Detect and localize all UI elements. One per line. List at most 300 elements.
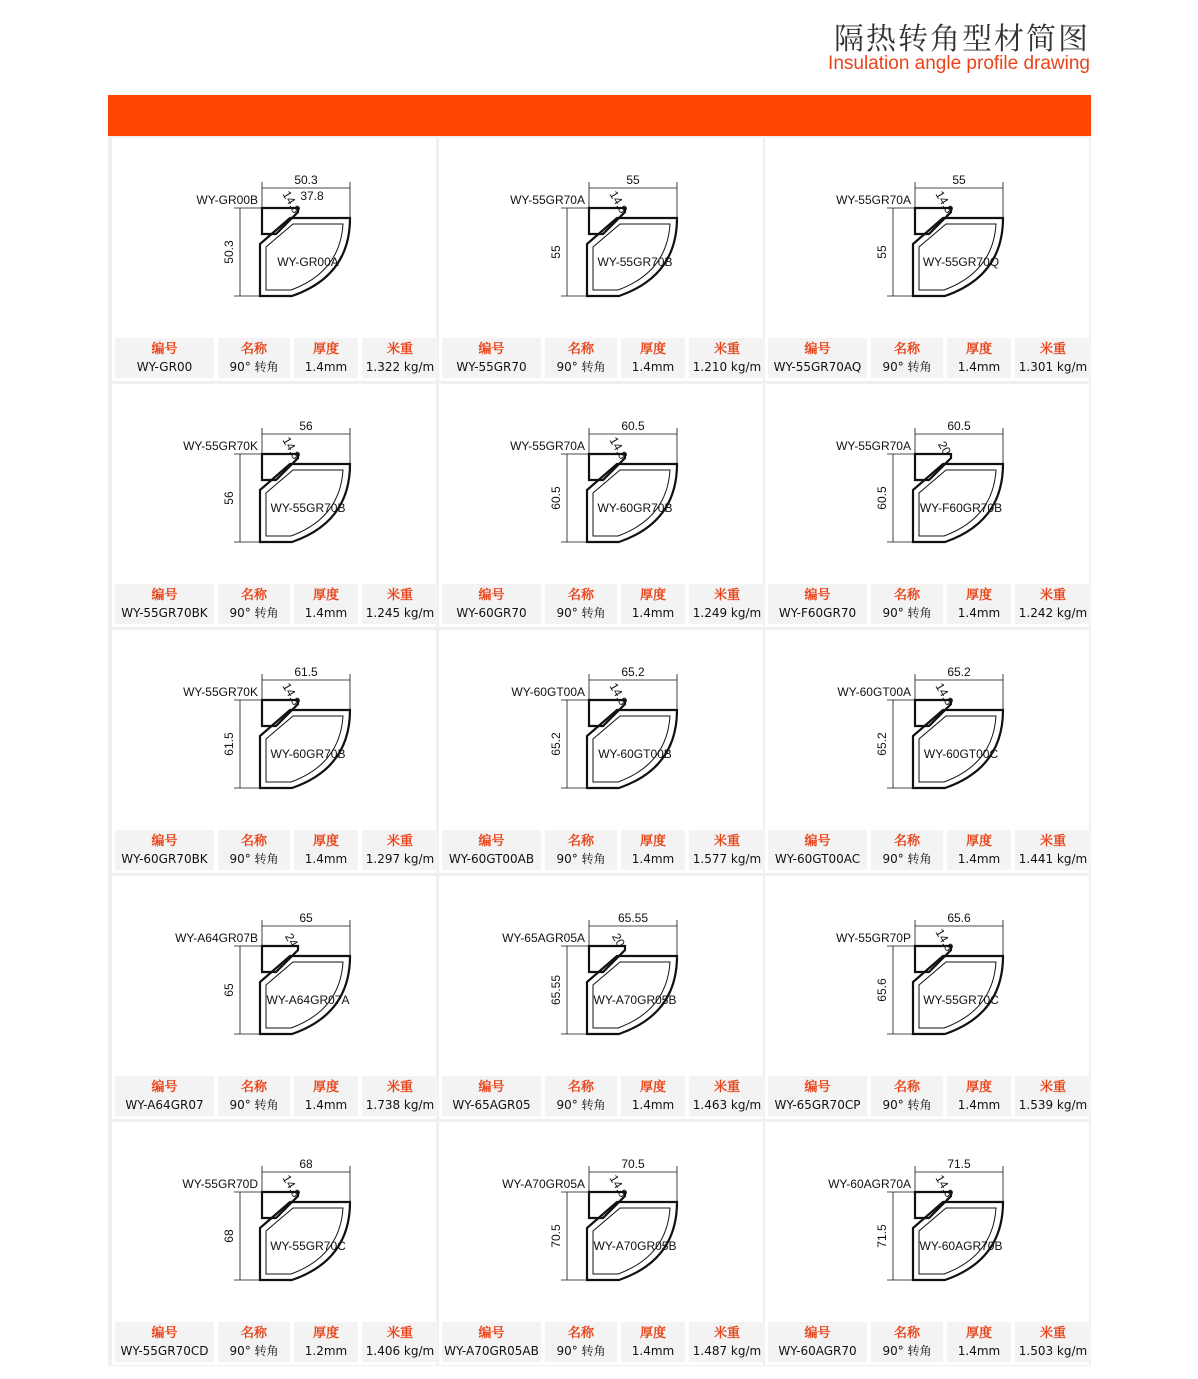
insulation-strip xyxy=(929,458,951,480)
spec-column-thickness xyxy=(621,1322,685,1362)
dim-height: 65.2 xyxy=(549,732,563,756)
spec-table xyxy=(115,584,433,624)
spec-table xyxy=(115,338,433,378)
spec-header-thickness: 厚度 xyxy=(965,342,992,357)
spec-table xyxy=(442,1076,760,1116)
spec-value-weight: 1.503 kg/m xyxy=(1018,1344,1088,1358)
spec-column-thickness xyxy=(621,830,685,870)
spec-value-name: 90° 转角 xyxy=(882,1098,932,1112)
dim-height: 65 xyxy=(222,983,236,997)
dim-width: 55 xyxy=(952,173,966,187)
dim-width: 60.5 xyxy=(621,419,645,433)
spec-column-name xyxy=(871,1076,943,1116)
spec-value-weight: 1.463 kg/m xyxy=(692,1098,762,1112)
insulation-strip xyxy=(603,704,625,726)
spec-value-name: 90° 转角 xyxy=(882,606,932,620)
dim-width: 61.5 xyxy=(294,665,318,679)
spec-column-thickness xyxy=(294,1076,358,1116)
spec-column-code xyxy=(768,338,867,378)
dim-width: 55 xyxy=(626,173,640,187)
spec-header-name: 名称 xyxy=(893,1326,920,1341)
spec-column-code xyxy=(115,830,214,870)
spec-column-code xyxy=(768,1076,867,1116)
spec-header-name: 名称 xyxy=(567,1080,594,1095)
profile-card xyxy=(439,1122,763,1365)
spec-column-name xyxy=(545,584,617,624)
dim-height: 61.5 xyxy=(222,732,236,756)
spec-column-code xyxy=(768,584,867,624)
spec-column-code xyxy=(442,830,541,870)
dim-width: 70.5 xyxy=(621,1157,645,1171)
profile-card xyxy=(765,384,1089,627)
profile-card xyxy=(112,630,436,873)
spec-value-code: WY-65AGR05 xyxy=(452,1098,531,1112)
dim-width: 68 xyxy=(299,1157,313,1171)
spec-header-weight: 米重 xyxy=(713,1080,740,1095)
spec-column-name xyxy=(871,830,943,870)
spec-header-name: 名称 xyxy=(240,588,267,603)
profile-drawing xyxy=(112,1122,436,1318)
spec-header-thickness: 厚度 xyxy=(312,1080,339,1095)
spec-value-thickness: 1.4mm xyxy=(631,1344,675,1358)
part-label-b: WY-60AGR70B xyxy=(919,1239,1003,1253)
profile-card xyxy=(112,1122,436,1365)
spec-column-thickness xyxy=(947,584,1011,624)
spec-value-name: 90° 转角 xyxy=(882,1344,932,1358)
part-label-b: WY-A64GR07A xyxy=(266,993,350,1007)
spec-table xyxy=(442,1322,760,1362)
part-label-b: WY-F60GR70B xyxy=(919,501,1003,515)
part-label-b: WY-55GR70B xyxy=(597,255,673,269)
dim-width: 65 xyxy=(299,911,313,925)
header-band xyxy=(108,95,1091,136)
spec-value-name: 90° 转角 xyxy=(556,852,606,866)
part-label-a: WY-65AGR05A xyxy=(502,931,585,945)
spec-value-thickness: 1.4mm xyxy=(631,360,675,374)
dim-gap: 14.8 xyxy=(932,680,957,708)
profile-drawing xyxy=(439,876,763,1072)
spec-header-code: 编号 xyxy=(478,1080,505,1095)
insulation-strip xyxy=(929,1196,951,1218)
spec-column-thickness xyxy=(621,584,685,624)
spec-column-name xyxy=(871,1322,943,1362)
spec-column-name xyxy=(871,584,943,624)
spec-value-thickness: 1.4mm xyxy=(304,360,348,374)
dim-gap: 14.8 xyxy=(279,680,304,708)
dim-height: 50.3 xyxy=(222,240,236,264)
spec-column-weight xyxy=(362,830,438,870)
spec-value-thickness: 1.4mm xyxy=(631,606,675,620)
spec-header-name: 名称 xyxy=(240,834,267,849)
profile-drawing xyxy=(765,1122,1089,1318)
dim-height: 70.5 xyxy=(549,1224,563,1248)
spec-column-thickness xyxy=(621,1076,685,1116)
spec-value-name: 90° 转角 xyxy=(229,1344,279,1358)
part-label-b: WY-GR00A xyxy=(277,255,339,269)
spec-value-weight: 1.406 kg/m xyxy=(365,1344,435,1358)
profile-card xyxy=(439,138,763,381)
spec-value-weight: 1.245 kg/m xyxy=(365,606,435,620)
spec-header-code: 编号 xyxy=(151,342,178,357)
insulation-strip xyxy=(603,1196,625,1218)
spec-column-thickness xyxy=(947,1076,1011,1116)
spec-value-code: WY-A70GR05AB xyxy=(444,1344,539,1358)
spec-header-name: 名称 xyxy=(567,588,594,603)
spec-column-name xyxy=(218,830,290,870)
spec-value-name: 90° 转角 xyxy=(882,852,932,866)
spec-column-code xyxy=(115,1322,214,1362)
spec-header-thickness: 厚度 xyxy=(639,342,666,357)
spec-column-weight xyxy=(1015,584,1091,624)
spec-table xyxy=(768,1076,1086,1116)
dim-width-inner: 37.8 xyxy=(300,189,324,203)
spec-header-code: 编号 xyxy=(804,1080,831,1095)
profile-card xyxy=(112,876,436,1119)
dim-gap: 14.8 xyxy=(932,926,957,954)
spec-table xyxy=(442,338,760,378)
spec-column-thickness xyxy=(294,1322,358,1362)
part-label-b: WY-60GR70B xyxy=(597,501,673,515)
dim-width: 50.3 xyxy=(294,173,318,187)
spec-header-code: 编号 xyxy=(478,588,505,603)
spec-column-name xyxy=(218,338,290,378)
spec-value-code: WY-60AGR70 xyxy=(778,1344,857,1358)
spec-value-weight: 1.441 kg/m xyxy=(1018,852,1088,866)
profile-card xyxy=(765,876,1089,1119)
spec-value-name: 90° 转角 xyxy=(229,360,279,374)
spec-value-thickness: 1.2mm xyxy=(304,1344,348,1358)
dim-height: 55 xyxy=(875,245,889,259)
spec-header-code: 编号 xyxy=(151,834,178,849)
spec-header-code: 编号 xyxy=(804,1326,831,1341)
spec-header-code: 编号 xyxy=(151,1080,178,1095)
profile-drawing xyxy=(112,630,436,826)
spec-value-thickness: 1.4mm xyxy=(957,1344,1001,1358)
profile-card xyxy=(439,384,763,627)
spec-header-code: 编号 xyxy=(478,342,505,357)
dim-height: 60.5 xyxy=(875,486,889,510)
spec-column-name xyxy=(218,584,290,624)
spec-header-weight: 米重 xyxy=(1039,342,1066,357)
spec-header-thickness: 厚度 xyxy=(639,588,666,603)
page-title: 隔热转角型材简图 xyxy=(834,22,1090,57)
spec-value-weight: 1.539 kg/m xyxy=(1018,1098,1088,1112)
spec-value-code: WY-GR00 xyxy=(136,360,193,374)
spec-column-weight xyxy=(362,584,438,624)
spec-column-weight xyxy=(1015,1076,1091,1116)
part-label-b: WY-A70GR05B xyxy=(593,1239,677,1253)
spec-column-weight xyxy=(1015,1322,1091,1362)
spec-header-thickness: 厚度 xyxy=(639,834,666,849)
part-label-b: WY-60GT00C xyxy=(923,747,999,761)
spec-column-name xyxy=(545,1076,617,1116)
dim-gap: 14.8 xyxy=(932,1172,957,1200)
spec-header-weight: 米重 xyxy=(713,1326,740,1341)
part-label-b: WY-A70GR05B xyxy=(593,993,677,1007)
profile-drawing xyxy=(765,384,1089,580)
spec-header-weight: 米重 xyxy=(386,834,413,849)
spec-header-name: 名称 xyxy=(240,342,267,357)
profile-drawing xyxy=(112,384,436,580)
spec-header-code: 编号 xyxy=(804,834,831,849)
spec-header-thickness: 厚度 xyxy=(639,1326,666,1341)
dim-gap: 14.8 xyxy=(606,1172,631,1200)
spec-table xyxy=(768,584,1086,624)
spec-header-weight: 米重 xyxy=(1039,588,1066,603)
profile-drawing xyxy=(112,876,436,1072)
part-label-a: WY-60AGR70A xyxy=(828,1177,911,1191)
spec-value-thickness: 1.4mm xyxy=(957,606,1001,620)
insulation-strip xyxy=(603,212,625,234)
dim-width: 65.55 xyxy=(617,911,649,925)
insulation-strip xyxy=(603,458,625,480)
insulation-strip xyxy=(276,704,298,726)
dim-height: 65.55 xyxy=(549,974,563,1006)
spec-column-thickness xyxy=(621,338,685,378)
dim-width: 65.2 xyxy=(621,665,645,679)
spec-column-weight xyxy=(689,1076,765,1116)
profile-card xyxy=(112,384,436,627)
spec-header-code: 编号 xyxy=(804,342,831,357)
spec-value-code: WY-55GR70CD xyxy=(120,1344,209,1358)
part-label-b: WY-55GR70B xyxy=(270,501,346,515)
spec-column-name xyxy=(545,1322,617,1362)
part-label-a: WY-55GR70A xyxy=(836,193,911,207)
spec-value-code: WY-60GT00AB xyxy=(448,852,535,866)
spec-value-weight: 1.242 kg/m xyxy=(1018,606,1088,620)
spec-header-weight: 米重 xyxy=(713,588,740,603)
spec-column-weight xyxy=(689,338,765,378)
spec-value-weight: 1.249 kg/m xyxy=(692,606,762,620)
spec-value-code: WY-60GR70 xyxy=(456,606,527,620)
spec-column-code xyxy=(442,338,541,378)
part-label-a: WY-55GR70A xyxy=(836,439,911,453)
spec-header-thickness: 厚度 xyxy=(965,1326,992,1341)
spec-value-name: 90° 转角 xyxy=(882,360,932,374)
dim-gap: 14.8 xyxy=(606,680,631,708)
insulation-strip xyxy=(276,212,298,234)
spec-value-weight: 1.301 kg/m xyxy=(1018,360,1088,374)
spec-column-name xyxy=(218,1076,290,1116)
profile-drawing xyxy=(765,630,1089,826)
part-label-a: WY-55GR70K xyxy=(183,439,258,453)
spec-column-thickness xyxy=(947,338,1011,378)
spec-header-weight: 米重 xyxy=(386,588,413,603)
dim-gap: 14.8 xyxy=(606,188,631,216)
part-label-a: WY-A64GR07B xyxy=(175,931,258,945)
spec-column-weight xyxy=(689,584,765,624)
spec-column-name xyxy=(545,338,617,378)
spec-header-weight: 米重 xyxy=(386,1326,413,1341)
spec-header-name: 名称 xyxy=(893,834,920,849)
spec-header-weight: 米重 xyxy=(386,342,413,357)
profile-drawing xyxy=(439,138,763,334)
spec-header-name: 名称 xyxy=(893,342,920,357)
insulation-strip xyxy=(929,704,951,726)
dim-height: 55 xyxy=(549,245,563,259)
part-label-a: WY-55GR70A xyxy=(510,193,585,207)
spec-value-thickness: 1.4mm xyxy=(957,360,1001,374)
spec-value-weight: 1.738 kg/m xyxy=(365,1098,435,1112)
spec-column-name xyxy=(218,1322,290,1362)
page-subtitle: Insulation angle profile drawing xyxy=(828,53,1090,74)
spec-header-code: 编号 xyxy=(804,588,831,603)
dim-width: 56 xyxy=(299,419,313,433)
spec-value-thickness: 1.4mm xyxy=(304,606,348,620)
spec-column-thickness xyxy=(294,338,358,378)
spec-value-weight: 1.487 kg/m xyxy=(692,1344,762,1358)
spec-table xyxy=(115,1322,433,1362)
profile-drawing xyxy=(765,138,1089,334)
spec-column-code xyxy=(768,830,867,870)
dim-height: 68 xyxy=(222,1229,236,1243)
spec-column-weight xyxy=(689,830,765,870)
spec-value-thickness: 1.4mm xyxy=(631,852,675,866)
dim-height: 56 xyxy=(222,491,236,505)
spec-header-thickness: 厚度 xyxy=(965,1080,992,1095)
part-label-a: WY-60GT00A xyxy=(837,685,911,699)
spec-column-code xyxy=(115,584,214,624)
spec-table xyxy=(442,830,760,870)
spec-header-weight: 米重 xyxy=(1039,1326,1066,1341)
spec-value-code: WY-55GR70 xyxy=(456,360,527,374)
spec-header-thickness: 厚度 xyxy=(639,1080,666,1095)
spec-header-thickness: 厚度 xyxy=(312,342,339,357)
dim-width: 65.6 xyxy=(947,911,971,925)
spec-column-code xyxy=(768,1322,867,1362)
profile-drawing xyxy=(765,876,1089,1072)
spec-value-code: WY-55GR70AQ xyxy=(773,360,862,374)
spec-value-code: WY-F60GR70 xyxy=(778,606,857,620)
spec-header-name: 名称 xyxy=(567,834,594,849)
spec-header-thickness: 厚度 xyxy=(312,588,339,603)
spec-value-weight: 1.297 kg/m xyxy=(365,852,435,866)
spec-header-name: 名称 xyxy=(893,1080,920,1095)
spec-value-code: WY-60GR70BK xyxy=(121,852,208,866)
spec-value-thickness: 1.4mm xyxy=(631,1098,675,1112)
profile-card xyxy=(112,138,436,381)
profile-card xyxy=(439,630,763,873)
profile-drawing xyxy=(439,1122,763,1318)
spec-column-thickness xyxy=(294,584,358,624)
part-label-b: WY-55GR70Q xyxy=(922,255,1000,269)
dim-gap: 14.8 xyxy=(279,188,304,216)
spec-table xyxy=(768,830,1086,870)
profile-card xyxy=(765,1122,1089,1365)
spec-column-weight xyxy=(689,1322,765,1362)
spec-column-code xyxy=(442,584,541,624)
spec-header-name: 名称 xyxy=(240,1080,267,1095)
profile-grid xyxy=(108,136,1091,1366)
spec-column-code xyxy=(442,1322,541,1362)
dim-gap: 20 xyxy=(935,438,954,458)
dim-width: 60.5 xyxy=(947,419,971,433)
dim-gap: 14.8 xyxy=(279,1172,304,1200)
dim-height: 71.5 xyxy=(875,1224,889,1248)
spec-value-thickness: 1.4mm xyxy=(957,852,1001,866)
spec-table xyxy=(768,1322,1086,1362)
dim-width: 71.5 xyxy=(947,1157,971,1171)
spec-value-name: 90° 转角 xyxy=(229,606,279,620)
dim-gap: 24 xyxy=(282,930,301,950)
part-label-a: WY-55GR70P xyxy=(836,931,911,945)
spec-header-name: 名称 xyxy=(240,1326,267,1341)
spec-header-code: 编号 xyxy=(151,588,178,603)
dim-width: 65.2 xyxy=(947,665,971,679)
part-label-a: WY-GR00B xyxy=(196,193,258,207)
spec-value-name: 90° 转角 xyxy=(229,852,279,866)
spec-column-weight xyxy=(362,1322,438,1362)
spec-header-thickness: 厚度 xyxy=(965,588,992,603)
spec-value-weight: 1.210 kg/m xyxy=(692,360,762,374)
insulation-strip xyxy=(929,950,951,972)
spec-header-weight: 米重 xyxy=(1039,1080,1066,1095)
spec-column-weight xyxy=(1015,830,1091,870)
spec-header-code: 编号 xyxy=(478,834,505,849)
spec-value-thickness: 1.4mm xyxy=(304,852,348,866)
profile-drawing xyxy=(112,138,436,334)
part-label-a: WY-55GR70K xyxy=(183,685,258,699)
spec-value-name: 90° 转角 xyxy=(229,1098,279,1112)
profile-card xyxy=(765,630,1089,873)
spec-header-name: 名称 xyxy=(567,1326,594,1341)
dim-gap: 14.8 xyxy=(932,188,957,216)
part-label-a: WY-A70GR05A xyxy=(502,1177,585,1191)
spec-header-weight: 米重 xyxy=(713,834,740,849)
profile-drawing xyxy=(439,384,763,580)
spec-column-thickness xyxy=(947,1322,1011,1362)
dim-height: 65.6 xyxy=(875,978,889,1002)
spec-header-code: 编号 xyxy=(478,1326,505,1341)
spec-header-weight: 米重 xyxy=(1039,834,1066,849)
spec-table xyxy=(442,584,760,624)
spec-column-code xyxy=(442,1076,541,1116)
spec-column-thickness xyxy=(294,830,358,870)
insulation-strip xyxy=(276,458,298,480)
profile-card xyxy=(765,138,1089,381)
insulation-strip xyxy=(929,212,951,234)
spec-column-name xyxy=(545,830,617,870)
spec-column-weight xyxy=(1015,338,1091,378)
part-label-a: WY-60GT00A xyxy=(511,685,585,699)
profile-card xyxy=(439,876,763,1119)
dim-height: 60.5 xyxy=(549,486,563,510)
spec-table xyxy=(115,830,433,870)
spec-value-thickness: 1.4mm xyxy=(304,1098,348,1112)
part-label-a: WY-55GR70D xyxy=(182,1177,258,1191)
spec-value-name: 90° 转角 xyxy=(556,360,606,374)
spec-column-weight xyxy=(362,1076,438,1116)
part-label-a: WY-55GR70A xyxy=(510,439,585,453)
dim-gap: 14.8 xyxy=(606,434,631,462)
spec-column-code xyxy=(115,1076,214,1116)
spec-header-thickness: 厚度 xyxy=(965,834,992,849)
spec-value-name: 90° 转角 xyxy=(556,606,606,620)
spec-value-name: 90° 转角 xyxy=(556,1344,606,1358)
spec-header-weight: 米重 xyxy=(713,342,740,357)
part-label-b: WY-55GR70C xyxy=(270,1239,346,1253)
spec-column-code xyxy=(115,338,214,378)
spec-column-weight xyxy=(362,338,438,378)
insulation-strip xyxy=(276,950,298,972)
spec-value-name: 90° 转角 xyxy=(556,1098,606,1112)
spec-column-name xyxy=(871,338,943,378)
spec-value-code: WY-60GT00AC xyxy=(774,852,861,866)
spec-header-thickness: 厚度 xyxy=(312,834,339,849)
insulation-strip xyxy=(276,1196,298,1218)
dim-gap: 14.8 xyxy=(279,434,304,462)
spec-header-weight: 米重 xyxy=(386,1080,413,1095)
